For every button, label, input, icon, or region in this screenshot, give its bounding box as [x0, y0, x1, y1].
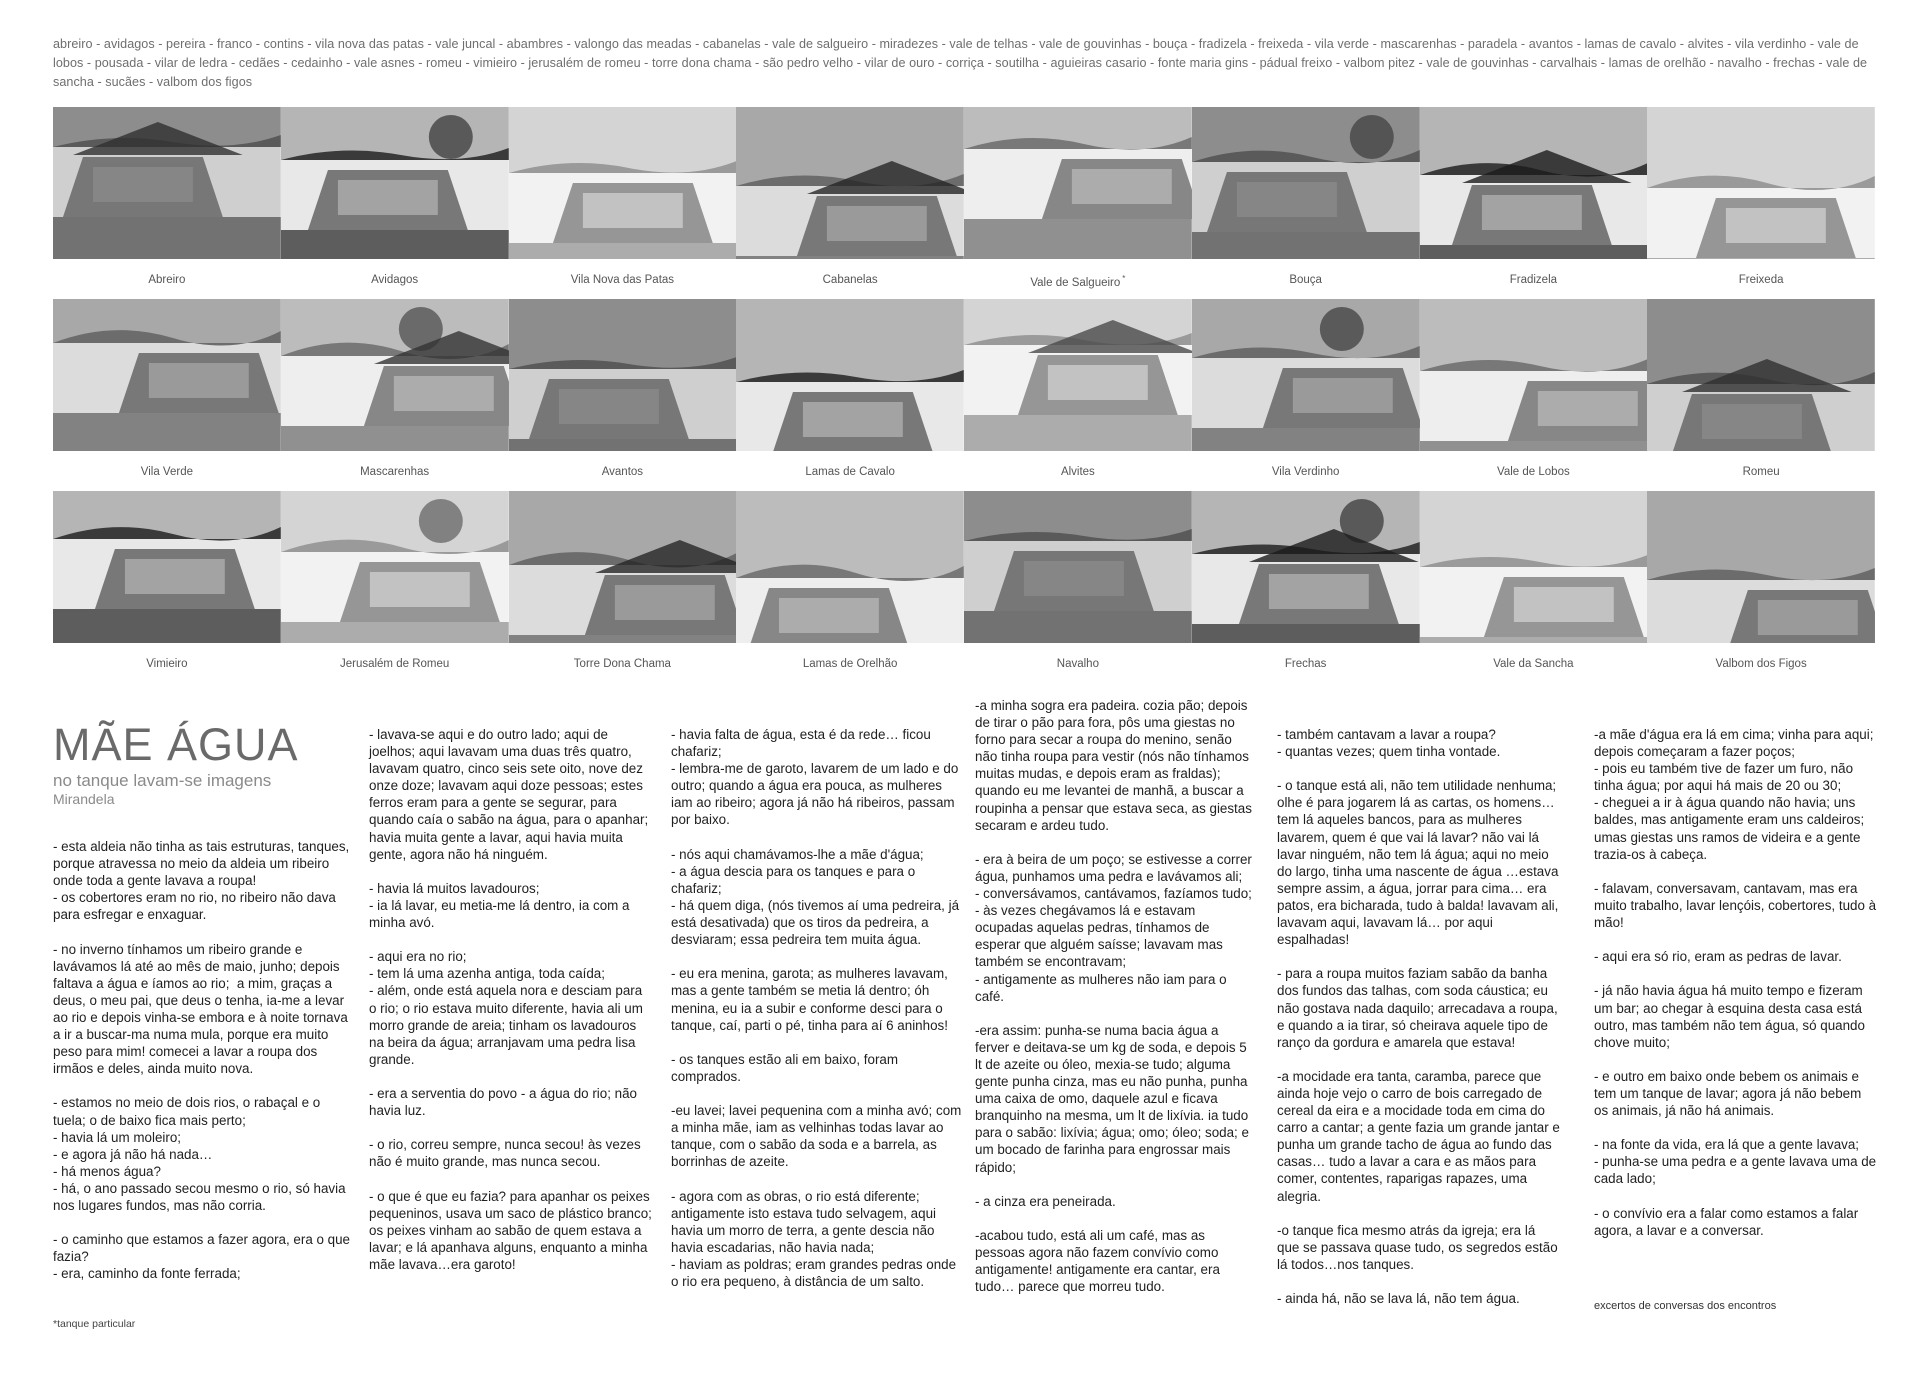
photo-caption: [1192, 658, 1420, 670]
caption-text: Fradizela: [1509, 274, 1558, 286]
caption-text: Avidagos: [371, 274, 419, 286]
photo-caption: [53, 274, 281, 286]
photo-row-1: [53, 107, 1875, 289]
photo-caption: [1420, 466, 1648, 478]
laundry-tank-photo: [509, 491, 737, 643]
photo-caption: [509, 466, 737, 478]
caption-text: Valbom dos Figos: [1715, 658, 1807, 670]
laundry-tank-photo: [1420, 299, 1648, 451]
photo-caption: [509, 658, 737, 670]
photo-caption: [736, 658, 964, 670]
village-list: abreiro - avidagos - pereira - franco - contins - vila nova das patas - vale juncal - abambres - valongo das meadas - cabanelas - vale de salgueiro - miradezes - vale de telhas - vale de gouvinhas - bouça - fradizela - freixeda - vila verde - mascarenhas - paradela - avantos - lamas de cavalo - alvites - vila verdinho - vale de lobos - pousada - vilar de ledra - cedães - cedainho - vale asnes - romeu - vimieiro - jerusalém de romeu - torre dona chama - são pedro velho - vilar de ouro - corriça - soutilha - aguieiras casario - fonte maria gins - pádual freixo - valbom pitez - vale de gouvinhas - carvalhais - lamas de orelhão - navalho - frechas - vale de sancha - sucães - valbom dos figos: [53, 37, 1868, 89]
laundry-tank-photo: [736, 299, 964, 451]
laundry-tank-photo: [509, 299, 737, 451]
laundry-tank-photo: [1192, 299, 1420, 451]
laundry-tank-photo: [1420, 491, 1648, 643]
place-name: Mirandela: [53, 791, 115, 807]
photo-card: [964, 107, 1192, 289]
laundry-tank-photo: [53, 107, 281, 259]
photo-card: [1192, 107, 1420, 286]
photo-caption: [53, 466, 281, 478]
photo-card: [1647, 107, 1875, 286]
caption-text: Vale de Salgueiro: [1030, 277, 1121, 289]
photo-caption: [509, 274, 737, 286]
photo-caption: [1647, 466, 1875, 478]
photo-caption: [53, 658, 281, 670]
photo-row-3: [53, 491, 1875, 670]
laundry-tank-photo: [281, 491, 509, 643]
caption-text: Vila Verde: [140, 466, 193, 478]
laundry-tank-photo: [1647, 491, 1875, 643]
caption-text: Freixeda: [1738, 274, 1784, 286]
laundry-tank-photo: [736, 107, 964, 259]
caption-text: Vila Verdinho: [1271, 466, 1340, 478]
photo-card: [509, 107, 737, 286]
text-column-1: - esta aldeia não tinha as tais estruturas, tanques, porque atravessa no meio da aldeia um ribeiro onde toda a gente lavava a roupa! - os cobertores eram no rio, no ribeiro não dava para esfregar e enxaguar. - no inverno tínhamos um ribeiro grande e lavávamos lá até ao mês de maio, junho; depois faltava a água e íamos ao rio; a mim, graças a deus, o meu pai, que deus o tenha, ia-me a levar ao rio e depois vinha-se embora e à noite tornava a ir a buscar-ma numa mula, porque era muito peso para mim! comecei a lavar a roupa dos irmãos e deles, ainda muito nova. - estamos no meio de dois rios, o rabaçal e o tuela; o de baixo fica mais perto; - havia lá um moleiro; - e agora já não há nada… - há menos água? - há, o ano passado secou mesmo o rio, só havia nos lugares fundos, mas não corria. - o caminho que estamos a fazer agora, era o que fazia? - era, caminho da fonte ferrada;: [53, 839, 351, 1282]
laundry-tank-photo: [1192, 491, 1420, 643]
text-column-6: -a mãe d'água era lá em cima; vinha para aqui; depois começaram a fazer poços; - pois eu também tive de fazer um furo, não tinha água; por aqui há mais de 20 ou 30; - cheguei a ir à água quando não havia; uns baldes, mas antigamente eram uns caldeiros; umas giestas uns ramos de videira e a gente trazia-os à cabeça. - falavam, conversavam, cantavam, mas era muito trabalho, lavar lençóis, cobertores, tudo à mão! - aqui era só rio, eram as pedras de lavar. - já não havia água há muito tempo e fizeram um bar; ao chegar à esquina desta casa está outro, mas também não tem água, só quando chove muito; - e outro em baixo onde bebem os animais e tem um tanque de lavar; agora já não bebem os animais, já não há animais. - na fonte da vida, era lá que a gente lavava; - punha-se uma pedra e a gente lavava uma de cada lado; - o convívio era a falar como estamos a falar agora, a lavar e a conversar.: [1594, 727, 1877, 1238]
caption-text: Cabanelas: [822, 274, 878, 286]
photo-card: [509, 299, 737, 478]
caption-text: Lamas de Orelhão: [802, 658, 898, 670]
laundry-tank-photo: [964, 107, 1192, 259]
photo-caption: [736, 466, 964, 478]
photo-caption: [281, 658, 509, 670]
photo-caption: [1647, 274, 1875, 286]
caption-text: Frechas: [1284, 658, 1327, 670]
title-block: [53, 720, 353, 808]
laundry-tank-photo: [1192, 107, 1420, 259]
caption-text: Alvites: [1060, 466, 1095, 478]
photo-caption: [1192, 274, 1420, 286]
photo-card: [964, 491, 1192, 670]
caption-text: Abreiro: [148, 274, 186, 286]
laundry-tank-photo: [1647, 107, 1875, 259]
page-title: MÃE ÁGUA: [53, 719, 299, 770]
caption-text: Vila Nova das Patas: [570, 274, 675, 286]
photo-card: [281, 299, 509, 478]
caption-text: Romeu: [1742, 466, 1780, 478]
caption-text: Avantos: [601, 466, 644, 478]
photo-caption: [281, 274, 509, 286]
photo-caption: [964, 274, 1192, 289]
photo-caption: [964, 466, 1192, 478]
photo-card: [1420, 107, 1648, 286]
private-tank-marker: *: [1122, 274, 1126, 283]
caption-text: Vale de Lobos: [1497, 466, 1570, 478]
photo-card: [736, 299, 964, 478]
text-column-5: - também cantavam a lavar a roupa? - quantas vezes; quem tinha vontade. - o tanque está ali, não tem utilidade nenhuma; olhe é para jogarem lá as cartas, os homens… tem lá aqueles bancos, para as mulheres lavarem, quem é que vai lá lavar? não vai lá lavar ninguém, não tem lá água; aqui no meio do largo, tinha uma nascente de água …estava sempre assim, a água, jorrar para cima… era patos, era bicharada, tudo à balda! lavavam ali, lavavam aqui, lavavam lá… por aqui espalhadas! - para a roupa muitos faziam sabão da banha dos fundos das talhas, com soda cáustica; eu não gostava nada daquilo; arrecadava a roupa, e quando a ia tirar, só cheirava aquele tipo de ranço da gordura e amarela que estava! -a mocidade era tanta, caramba, parece que ainda hoje vejo o carro de bois carregado de cereal da eira e a mocidade toda em cima do carro a cantar; a gente fazia um grande jantar e punha um grande tacho de água ao fundo das casas… tudo a lavar a cara e as mãos para comer, contentes, raparigas rapazes, uma alegria. -o tanque fica mesmo atrás da igreja; era lá que se passava quase tudo, os segredos estão lá todos…nos tanques. - ainda há, não se lava lá, não tem água.: [1277, 727, 1560, 1307]
laundry-tank-photo: [281, 107, 509, 259]
footnote: *tanque particular: [53, 1318, 136, 1330]
photo-caption: [1420, 658, 1648, 670]
photo-caption: [964, 658, 1192, 670]
caption-text: Lamas de Cavalo: [805, 466, 895, 478]
photo-card: [53, 107, 281, 286]
photo-caption: [1647, 658, 1875, 670]
photo-card: [1192, 299, 1420, 478]
text-column-3: - havia falta de água, esta é da rede… ficou chafariz; - lembra-me de garoto, lavarem de um lado e do outro; quando a água era pouca, as mulheres iam ao ribeiro; agora já não há ribeiros, passam por baixo. - nós aqui chamávamos-lhe a mãe d'água; - a água descia para os tanques e para o chafariz; - há quem diga, (nós tivemos aí uma pedreira, já está desativada) que os tiros da pedreira, a desviaram; essa pedreira tem muita água. - eu era menina, garota; as mulheres lavavam, mas a gente também se metia lá dentro; óh menina, eu ia a subir e conforme desci para o tanque, caí, parti o pé, tinha para aí 6 aninhos! - os tanques estão ali em baixo, foram comprados. -eu lavei; lavei pequenina com a minha avó; com a minha mãe, iam as velhinhas todas lavar ao tanque, com o sabão da soda e a barrela, as borrinhas de azeite. - agora com as obras, o rio está diferente; antigamente isto estava tudo selvagem, aqui havia um morro de terra, a gente descia não havia escadarias, não havia nada; - haviam as poldras; eram grandes pedras onde o rio era pequeno, à distância de um salto.: [671, 727, 962, 1289]
laundry-tank-photo: [964, 491, 1192, 643]
page-subtitle: no tanque lavam-se imagens: [53, 771, 272, 790]
laundry-tank-photo: [736, 491, 964, 643]
photo-row-2: [53, 299, 1875, 478]
photo-card: [281, 491, 509, 670]
photo-caption: [1420, 274, 1648, 286]
text-column-2: - lavava-se aqui e do outro lado; aqui de joelhos; aqui lavavam uma duas três quatro, lavavam quatro, cinco seis sete oito, nove dez onze doze; lavavam aqui doze pessoas; estes ferros eram para a gente se segurar, para quando caía o sabão na água, para o apanhar; havia muita gente a lavar, aqui havia muita gente, agora não há ninguém. - havia lá muitos lavadouros; - ia lá lavar, eu metia-me lá dentro, ia com a minha avó. - aqui era no rio; - tem lá uma azenha antiga, toda caída; - além, onde está aquela nora e desciam para o rio; o rio estava muito diferente, havia ali um morro grande de areia; tinham os lavadouros na beira da água; arranjavam uma pedra lisa grande. - era a serventia do povo - a água do rio; não havia luz. - o rio, correu sempre, nunca secou! às vezes não é muito grande, mas nunca secou. - o que é que eu fazia? para apanhar os peixes pequeninos, usava um saco de plástico branco; os peixes vinham ao sabão de quem estava a lavar; e lá apanhava alguns, enquanto a minha mãe lavava…era garoto!: [369, 727, 652, 1272]
photo-card: [736, 491, 964, 670]
caption-text: Mascarenhas: [360, 466, 430, 478]
text-column-4: -a minha sogra era padeira. cozia pão; depois de tirar o pão para fora, pôs uma giestas no forno para secar a roupa do menino, senão não tinha roupa para vestir (nós não tínhamos muitas mudas, e depois eram as fraldas); quando eu me levantei de manhã, a buscar a roupinha a pensar que estava seca, as giestas secaram e ardeu tudo. - era à beira de um poço; se estivesse a correr água, punhamos uma pedra e lavávamos ali; - conversávamos, cantávamos, fazíamos tudo; - às vezes chegávamos lá e estavam ocupadas aquelas pedras, tínhamos de esperar que alguém saísse; lavavam mas também se encontravam; - antigamente as mulheres não iam para o café. -era assim: punha-se numa bacia água a ferver e deitava-se um kg de soda, e depois 5 lt de azeite ou óleo, mexia-se tudo; alguma gente punha cinza, mas eu não punha, punha uma caixa de omo, daquele azul e ficava branquinho na mesma, um lt de lixívia. ia tudo para o sabão: lixívia; água; omo; óleo; soda; e um bocado de farinha para engrossar mais rápido; - a cinza era peneirada. -acabou tudo, está ali um café, mas as pessoas agora não fazem convívio como antigamente! antigamente era cantar, era tudo… parece que morreu tudo.: [975, 698, 1252, 1295]
laundry-tank-photo: [509, 107, 737, 259]
photo-card: [1647, 299, 1875, 478]
photo-caption: [736, 274, 964, 286]
photo-card: [53, 491, 281, 670]
photo-card: [1420, 491, 1648, 670]
caption-text: Navalho: [1056, 658, 1099, 670]
laundry-tank-photo: [281, 299, 509, 451]
photo-card: [736, 107, 964, 286]
laundry-tank-photo: [53, 491, 281, 643]
photo-card: [1420, 299, 1648, 478]
caption-text: Vimieiro: [146, 658, 188, 670]
photo-card: [1192, 491, 1420, 670]
photo-card: [964, 299, 1192, 478]
caption-text: Jerusalém de Romeu: [339, 658, 450, 670]
caption-text: Bouça: [1289, 274, 1322, 286]
laundry-tank-photo: [1420, 107, 1648, 259]
photo-caption: [1192, 466, 1420, 478]
photo-caption: [281, 466, 509, 478]
laundry-tank-photo: [964, 299, 1192, 451]
laundry-tank-photo: [53, 299, 281, 451]
caption-text: Vale da Sancha: [1493, 658, 1574, 670]
photo-card: [281, 107, 509, 286]
credits-note: excertos de conversas dos encontros: [1594, 1300, 1777, 1312]
photo-card: [1647, 491, 1875, 670]
caption-text: Torre Dona Chama: [573, 658, 671, 670]
photo-card: [53, 299, 281, 478]
laundry-tank-photo: [1647, 299, 1875, 451]
photo-card: [509, 491, 737, 670]
